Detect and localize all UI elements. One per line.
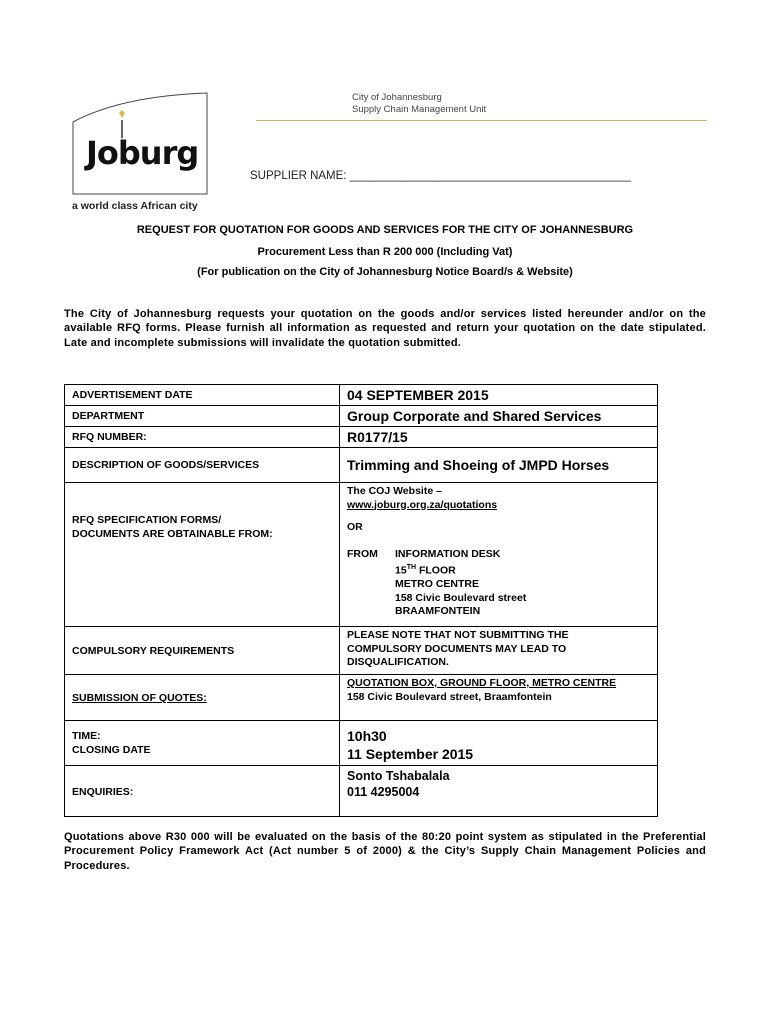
- enquiries-contact: Sonto Tshabalala: [347, 769, 450, 783]
- closing-value: [340, 721, 657, 765]
- submission-label: [65, 675, 340, 720]
- table-row: [65, 406, 657, 427]
- submission-address: 158 Civic Boulevard street, Braamfontein: [347, 690, 552, 703]
- joburg-logo: [72, 92, 208, 195]
- table-row: [65, 627, 657, 675]
- procurement-limit: Procurement Less than R 200 000 (Including Vat): [257, 246, 513, 258]
- forms-address-line: BRAAMFONTEIN: [395, 605, 481, 617]
- floor-word: FLOOR: [416, 564, 456, 577]
- department-label: DEPARTMENT: [65, 406, 340, 426]
- submission-label-text: SUBMISSION OF QUOTES:: [72, 691, 207, 704]
- table-row: [65, 448, 657, 483]
- unit-name: Supply Chain Management Unit: [352, 104, 487, 115]
- forms-address-line: [347, 561, 657, 578]
- forms-or: OR: [347, 521, 363, 533]
- forms-label-line: DOCUMENTS ARE OBTAINABLE FROM:: [72, 527, 273, 540]
- table-row: [65, 766, 657, 816]
- forms-website: The COJ Website –: [347, 485, 442, 497]
- enquiries-phone: 011 4295004: [347, 785, 420, 799]
- closing-label: [65, 721, 340, 765]
- logo-tagline: a world class African city: [72, 200, 198, 212]
- evaluation-note: Quotations above R30 000 will be evaluated on the basis of the 80:20 point system as stipulated in the Preferential Procurement Policy Framework Act (Act number 5 of 2000) & the City’s Supply Chain Management Policies and Procedures.: [64, 831, 706, 872]
- forms-address-line: 158 Civic Boulevard street: [395, 591, 527, 604]
- table-row: [65, 427, 657, 448]
- time-label: TIME:: [72, 730, 101, 742]
- table-row: [65, 483, 657, 627]
- closing-date-label: CLOSING DATE: [72, 744, 151, 756]
- ad-date-value: 04 SEPTEMBER 2015: [347, 387, 489, 403]
- description-value: Trimming and Shoeing of JMPD Horses: [347, 457, 610, 473]
- forms-address-line: [347, 548, 657, 562]
- compulsory-value: PLEASE NOTE THAT NOT SUBMITTING THE COMPULSORY DOCUMENTS MAY LEAD TO DISQUALIFICATION.: [347, 629, 569, 668]
- supplier-name-field: SUPPLIER NAME: ____________________________________________: [250, 170, 632, 182]
- enquiries-value: [340, 766, 657, 816]
- table-row: [65, 721, 657, 766]
- forms-from: FROM: [347, 547, 378, 560]
- forms-address: INFORMATION DESK: [395, 547, 501, 560]
- ad-date-label: ADVERTISEMENT DATE: [65, 385, 340, 405]
- forms-value: [340, 483, 657, 626]
- forms-label: [65, 483, 340, 626]
- description-label: DESCRIPTION OF GOODS/SERVICES: [65, 448, 340, 482]
- department-value: Group Corporate and Shared Services: [347, 408, 602, 424]
- rfq-number-value: R0177/15: [347, 429, 408, 445]
- rfq-number-label: RFQ NUMBER:: [65, 427, 340, 447]
- org-name: City of Johannesburg: [352, 92, 442, 103]
- rfq-details-table: [64, 384, 658, 817]
- closing-date-value: 11 September 2015: [347, 746, 474, 762]
- forms-address-line: METRO CENTRE: [395, 578, 479, 590]
- org-unit-block: [352, 92, 486, 116]
- table-row: [65, 385, 657, 406]
- header-divider: [256, 120, 707, 121]
- compulsory-label: COMPULSORY REQUIREMENTS: [65, 627, 340, 674]
- document-title: REQUEST FOR QUOTATION FOR GOODS AND SERVICES FOR THE CITY OF JOHANNESBURG: [136, 224, 634, 236]
- floor-number: 15: [395, 564, 407, 577]
- publication-note: (For publication on the City of Johannesburg Notice Board/s & Website): [197, 266, 573, 278]
- forms-label-line: RFQ SPECIFICATION FORMS/: [72, 514, 222, 526]
- table-row: [65, 675, 657, 721]
- time-value: 10h30: [347, 728, 387, 744]
- submission-value: [340, 675, 657, 720]
- intro-paragraph: The City of Johannesburg requests your quotation on the goods and/or services listed hereunder and/or on the available RFQ forms. Please furnish all information as requested and return your quotation on the date stipulated. Late and incomplete submissions will invalidate the quotation submitted.: [64, 308, 706, 349]
- floor-suffix: TH: [406, 564, 417, 571]
- enquiries-label: ENQUIRIES:: [65, 766, 340, 816]
- logo-wordmark: Joburg: [86, 134, 199, 172]
- submission-box: QUOTATION BOX, GROUND FLOOR, METRO CENTRE: [347, 677, 617, 689]
- forms-url-link[interactable]: www.joburg.org.za/quotations: [347, 498, 498, 511]
